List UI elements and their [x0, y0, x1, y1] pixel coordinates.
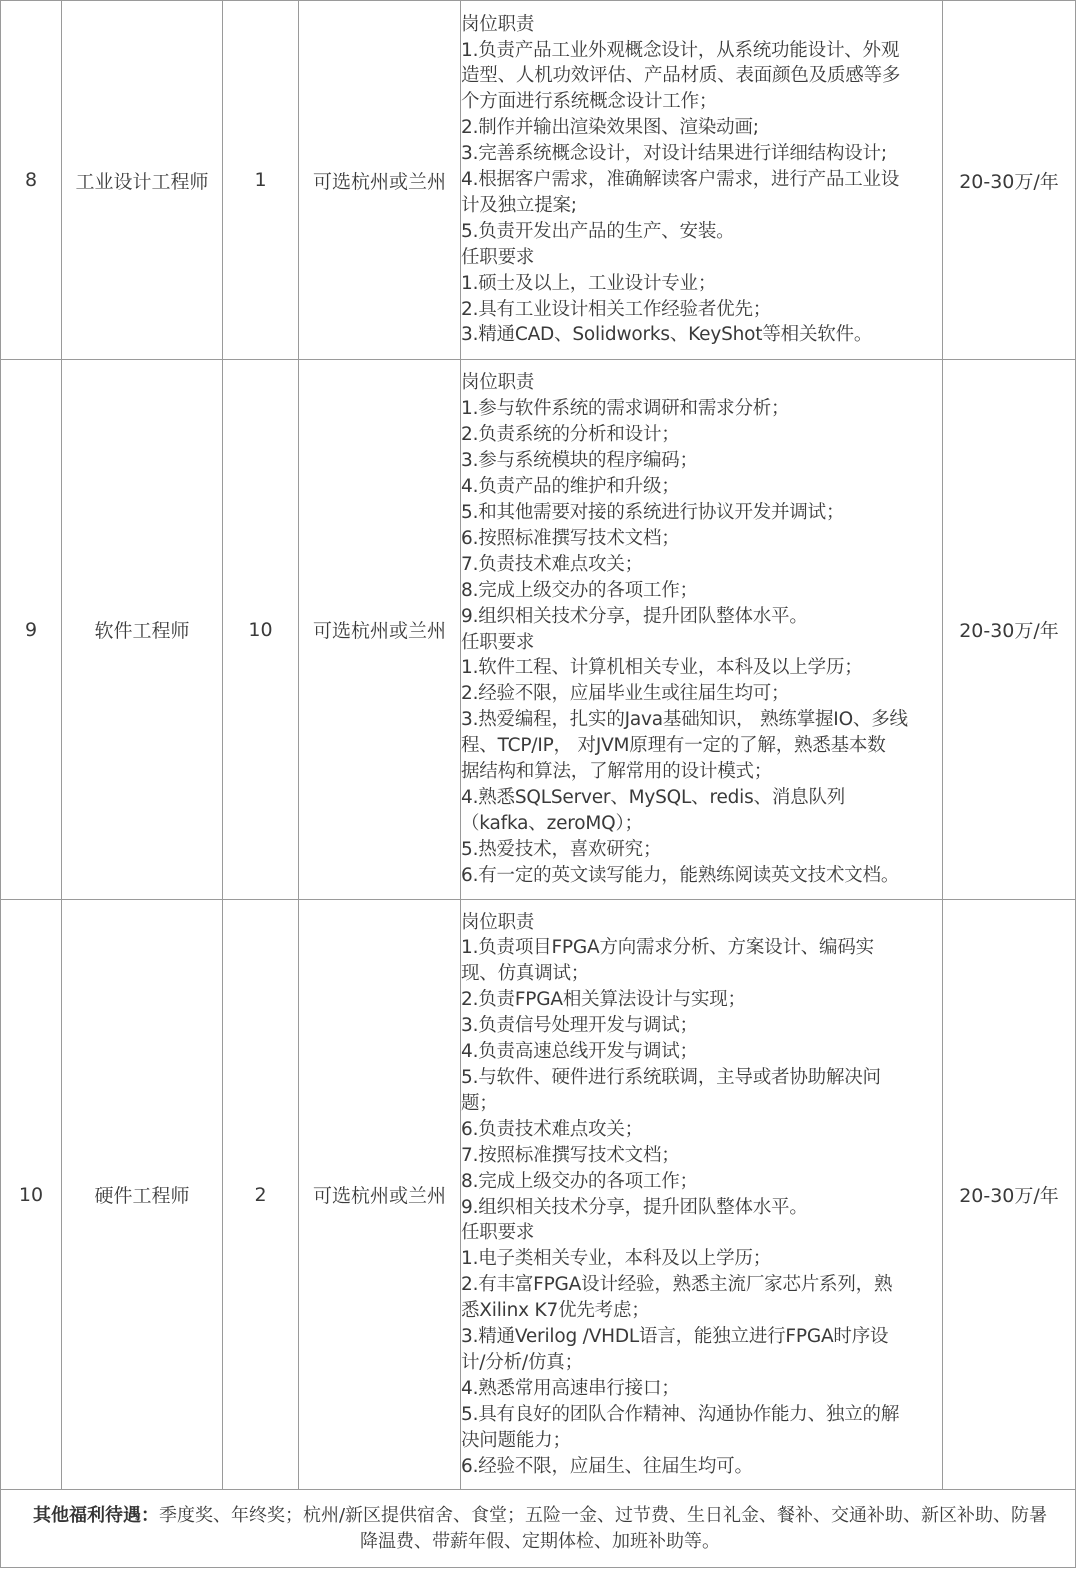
job-title: 硬件工程师	[62, 900, 223, 1490]
desc-line: 8.完成上级交办的各项工作；	[461, 579, 698, 601]
work-location: 可选杭州或兰州	[299, 360, 461, 900]
benefits-text: 季度奖、年终奖；杭州/新区提供宿舍、食堂；五险一金、过节费、生日礼金、餐补、交通补助、新区补助、防暑降温费、带薪年假、定期体检、加班补助等。	[158, 1504, 1048, 1552]
desc-line: 1.参与软件系统的需求调研和需求分析；	[461, 398, 790, 420]
desc-line: 岗位职责	[461, 13, 535, 35]
job-title: 工业设计工程师	[62, 1, 223, 360]
benefits-cell	[1, 1490, 1076, 1568]
desc-line: 悉Xilinx K7优先考虑；	[461, 1300, 650, 1322]
desc-line: 决问题能力；	[461, 1429, 571, 1451]
desc-line: 6.负责技术难点攻关；	[461, 1118, 643, 1140]
desc-line: 5.负责开发出产品的生产、安装。	[461, 220, 735, 242]
desc-line: 现、仿真调试；	[461, 963, 590, 985]
job-title: 软件工程师	[62, 360, 223, 900]
work-location: 可选杭州或兰州	[299, 1, 461, 360]
desc-line: 3.完善系统概念设计，对设计结果进行详细结构设计;	[461, 143, 887, 165]
row-number: 10	[1, 900, 62, 1490]
desc-line: 9.组织相关技术分享，提升团队整体水平。	[461, 1196, 808, 1218]
desc-line: （kafka、zeroMQ）；	[461, 812, 643, 834]
desc-line: 3.负责信号处理开发与调试；	[461, 1015, 698, 1037]
headcount: 2	[223, 900, 299, 1490]
desc-line: 岗位职责	[461, 911, 535, 933]
desc-line: 计及独立提案;	[461, 194, 577, 216]
benefits-label: 其他福利待遇：	[32, 1504, 159, 1526]
desc-line: 造型、人机功效评估、产品材质、表面颜色及质感等多	[461, 65, 901, 87]
desc-line: 2.具有工业设计相关工作经验者优先；	[461, 298, 772, 320]
desc-line: 7.负责技术难点攻关；	[461, 553, 643, 575]
desc-line: 任职要求	[461, 1222, 535, 1244]
desc-line: 程、TCP/IP， 对JVM原理有一定的了解，熟悉基本数	[461, 735, 886, 757]
desc-line: 4.熟悉常用高速串行接口；	[461, 1377, 680, 1399]
desc-line: 4.负责高速总线开发与调试；	[461, 1041, 698, 1063]
desc-line: 4.负责产品的维护和升级；	[461, 476, 680, 498]
desc-line: 5.具有良好的团队合作精神、沟通协作能力、独立的解	[461, 1403, 900, 1425]
desc-line: 2.负责系统的分析和设计；	[461, 424, 680, 446]
desc-line: 5.热爱技术，喜欢研究；	[461, 838, 662, 860]
desc-line: 3.精通CAD、Solidworks、KeyShot等相关软件。	[461, 324, 873, 346]
desc-line: 个方面进行系统概念设计工作；	[461, 91, 718, 113]
desc-line: 4.根据客户需求，准确解读客户需求，进行产品工业设	[461, 169, 900, 191]
desc-line: 7.按照标准撰写技术文档；	[461, 1144, 680, 1166]
desc-line: 2.制作并输出渲染效果图、渲染动画;	[461, 117, 759, 139]
desc-line: 2.经验不限，应届毕业生或往届生均可；	[461, 683, 790, 705]
work-location: 可选杭州或兰州	[299, 900, 461, 1490]
benefits-row	[1, 1490, 1076, 1568]
table-row	[1, 360, 1076, 900]
desc-line: 6.有一定的英文读写能力，能熟练阅读英文技术文档。	[461, 864, 900, 886]
headcount: 10	[223, 360, 299, 900]
table-row	[1, 900, 1076, 1490]
desc-line: 1.软件工程、计算机相关专业，本科及以上学历；	[461, 657, 863, 679]
desc-line: 任职要求	[461, 631, 535, 653]
desc-line: 3.参与系统模块的程序编码；	[461, 450, 698, 472]
desc-line: 6.按照标准撰写技术文档；	[461, 527, 680, 549]
desc-line: 8.完成上级交办的各项工作；	[461, 1170, 698, 1192]
row-number: 9	[1, 360, 62, 900]
row-number: 8	[1, 1, 62, 360]
job-description	[461, 900, 943, 1490]
desc-line: 1.硕士及以上，工业设计专业；	[461, 272, 717, 294]
desc-line: 6.经验不限，应届生、往届生均可。	[461, 1455, 753, 1477]
desc-line: 3.热爱编程，扎实的Java基础知识， 熟练掌握IO、多线	[461, 709, 908, 731]
desc-line: 2.有丰富FPGA设计经验，熟悉主流厂家芯片系列，熟	[461, 1274, 893, 1296]
desc-line: 任职要求	[461, 246, 535, 268]
job-description	[461, 360, 943, 900]
desc-line: 4.熟悉SQLServer、MySQL、redis、消息队列	[461, 786, 846, 808]
desc-line: 1.负责项目FPGA方向需求分析、方案设计、编码实	[461, 937, 874, 959]
desc-line: 2.负责FPGA相关算法设计与实现；	[461, 989, 746, 1011]
desc-line: 9.组织相关技术分享，提升团队整体水平。	[461, 605, 808, 627]
job-description	[461, 1, 943, 360]
desc-line: 3.精通Verilog /VHDL语言，能独立进行FPGA时序设	[461, 1326, 889, 1348]
headcount: 1	[223, 1, 299, 360]
desc-line: 岗位职责	[461, 372, 535, 394]
salary-range: 20-30万/年	[943, 1, 1076, 360]
desc-line: 据结构和算法，了解常用的设计模式；	[461, 761, 773, 783]
desc-line: 1.电子类相关专业，本科及以上学历；	[461, 1248, 772, 1270]
desc-line: 1.负责产品工业外观概念设计，从系统功能设计、外观	[461, 39, 900, 61]
desc-line: 计/分析/仿真；	[461, 1351, 583, 1373]
salary-range: 20-30万/年	[943, 360, 1076, 900]
desc-line: 题；	[461, 1092, 498, 1114]
table-row	[1, 1, 1076, 360]
salary-range: 20-30万/年	[943, 900, 1076, 1490]
desc-line: 5.和其他需要对接的系统进行协议开发并调试；	[461, 501, 845, 523]
desc-line: 5.与软件、硬件进行系统联调，主导或者协助解决问	[461, 1066, 881, 1088]
